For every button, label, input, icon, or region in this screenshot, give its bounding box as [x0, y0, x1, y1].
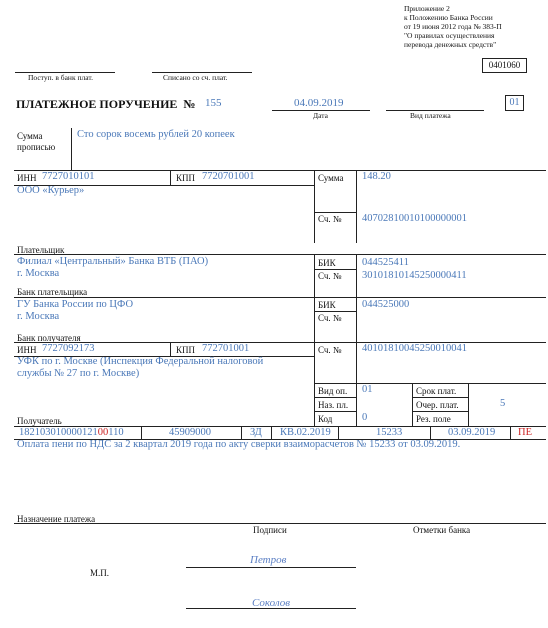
appendix-note [404, 4, 502, 49]
payer-bank-name: Филиал «Центральный» Банка ВТБ (ПАО) [17, 256, 209, 267]
op-type-label: Вид оп. [318, 386, 348, 396]
form-code: 0401060 [488, 60, 521, 70]
payee-kpp-label: КПП [176, 345, 196, 355]
tax-doc-number: 15233 [376, 427, 403, 438]
payer-inn-label: ИНН [17, 173, 37, 183]
code-value: 0 [362, 412, 368, 423]
payee-name-line2: службы № 27 по г. Москве) [17, 368, 140, 379]
payer-bank-label: Банк плательщика [17, 287, 88, 297]
signature-1: Петров [250, 554, 287, 566]
kbk [19, 427, 124, 438]
payer-corr-label: Сч. № [318, 271, 342, 281]
oktmo: 45909000 [169, 427, 211, 438]
appendix-line5: перевода денежных средств" [404, 40, 497, 49]
sum-words: Сто сорок восемь рублей 20 копеек [77, 129, 235, 140]
appendix-line1: Приложение 2 [404, 4, 450, 13]
page-title: ПЛАТЕЖНОЕ ПОРУЧЕНИЕ № [16, 97, 196, 111]
payer-inn: 7727010101 [42, 171, 95, 182]
pay-purpose-code-label: Наз. пл. [318, 400, 349, 410]
kbk-part-c: 110 [108, 427, 124, 438]
signature-2: Соколов [252, 597, 291, 609]
op-type: 01 [362, 384, 373, 395]
payee-account-label: Сч. № [318, 345, 342, 355]
due-date-label: Срок плат. [416, 386, 457, 396]
payer-bik: 044525411 [362, 257, 409, 268]
reserve-label: Рез. поле [416, 414, 451, 424]
status-code: 01 [509, 97, 520, 108]
tax-payment-type: ПЕ [518, 427, 532, 438]
code-label: Код [318, 414, 333, 424]
appendix-line4: "О правилах осуществления [404, 31, 495, 40]
payer-bik-label: БИК [318, 258, 336, 268]
status-code-box [505, 95, 524, 111]
payee-label: Получатель [17, 416, 62, 426]
tax-doc-date: 03.09.2019 [448, 427, 496, 438]
priority: 5 [500, 398, 506, 409]
sum-value: 148.20 [362, 171, 391, 182]
signatures-label: Подписи [253, 525, 287, 535]
payee-name-line1: УФК по г. Москве (Инспекция Федеральной налоговой [17, 356, 264, 367]
payee-bank-city: г. Москва [17, 311, 60, 322]
payer-kpp: 7720701001 [202, 171, 255, 182]
payee-bank-account-label: Сч. № [318, 313, 342, 323]
appendix-line3: от 19 июня 2012 года № 383-П [404, 22, 502, 31]
payer-account-label: Сч. № [318, 214, 342, 224]
payer-bank-city: г. Москва [17, 268, 60, 279]
appendix-line2: к Положению Банка России [404, 13, 493, 22]
date-label: Дата [313, 111, 328, 120]
payer-corr-account: 30101810145250000411 [362, 270, 467, 281]
tax-basis: ЗД [250, 427, 262, 438]
payee-bank-name: ГУ Банка России по ЦФО [17, 299, 134, 310]
payee-bank-label: Банк получателя [17, 333, 81, 343]
payee-bik-label: БИК [318, 300, 336, 310]
payer-name: ООО «Курьер» [17, 185, 85, 196]
payee-kpp: 772701001 [202, 343, 250, 354]
payee-inn: 7727092173 [42, 343, 95, 354]
purpose-label: Назначение платежа [17, 514, 96, 524]
tax-period: КВ.02.2019 [280, 427, 331, 438]
kbk-part-a: 182103010000121 [19, 427, 98, 438]
payer-account: 40702810010100000001 [362, 213, 467, 224]
payee-account: 40101810045250010041 [362, 343, 467, 354]
bank-marks-label: Отметки банка [413, 525, 471, 535]
order-number: 155 [205, 97, 222, 109]
received-label: Поступ. в банк плат. [28, 73, 93, 82]
payer-label: Плательщик [17, 245, 65, 255]
payer-kpp-label: КПП [176, 173, 196, 183]
sum-label: Сумма [318, 173, 344, 183]
payee-inn-label: ИНН [17, 345, 37, 355]
debited-label: Списано со сч. плат. [163, 73, 228, 82]
order-date: 04.09.2019 [294, 97, 344, 109]
kbk-part-b: 00 [97, 427, 109, 438]
mp-label: М.П. [90, 568, 110, 578]
form-code-box [482, 58, 527, 73]
payee-bik: 044525000 [362, 299, 410, 310]
sum-words-label: Сумма прописью [17, 131, 56, 152]
payment-purpose: Оплата пени по НДС за 2 квартал 2019 года по акту сверки взаиморасчетов № 15233 от 03.09.2019. [17, 439, 461, 450]
payment-type-label: Вид платежа [410, 111, 451, 120]
priority-label: Очер. плат. [416, 400, 459, 410]
